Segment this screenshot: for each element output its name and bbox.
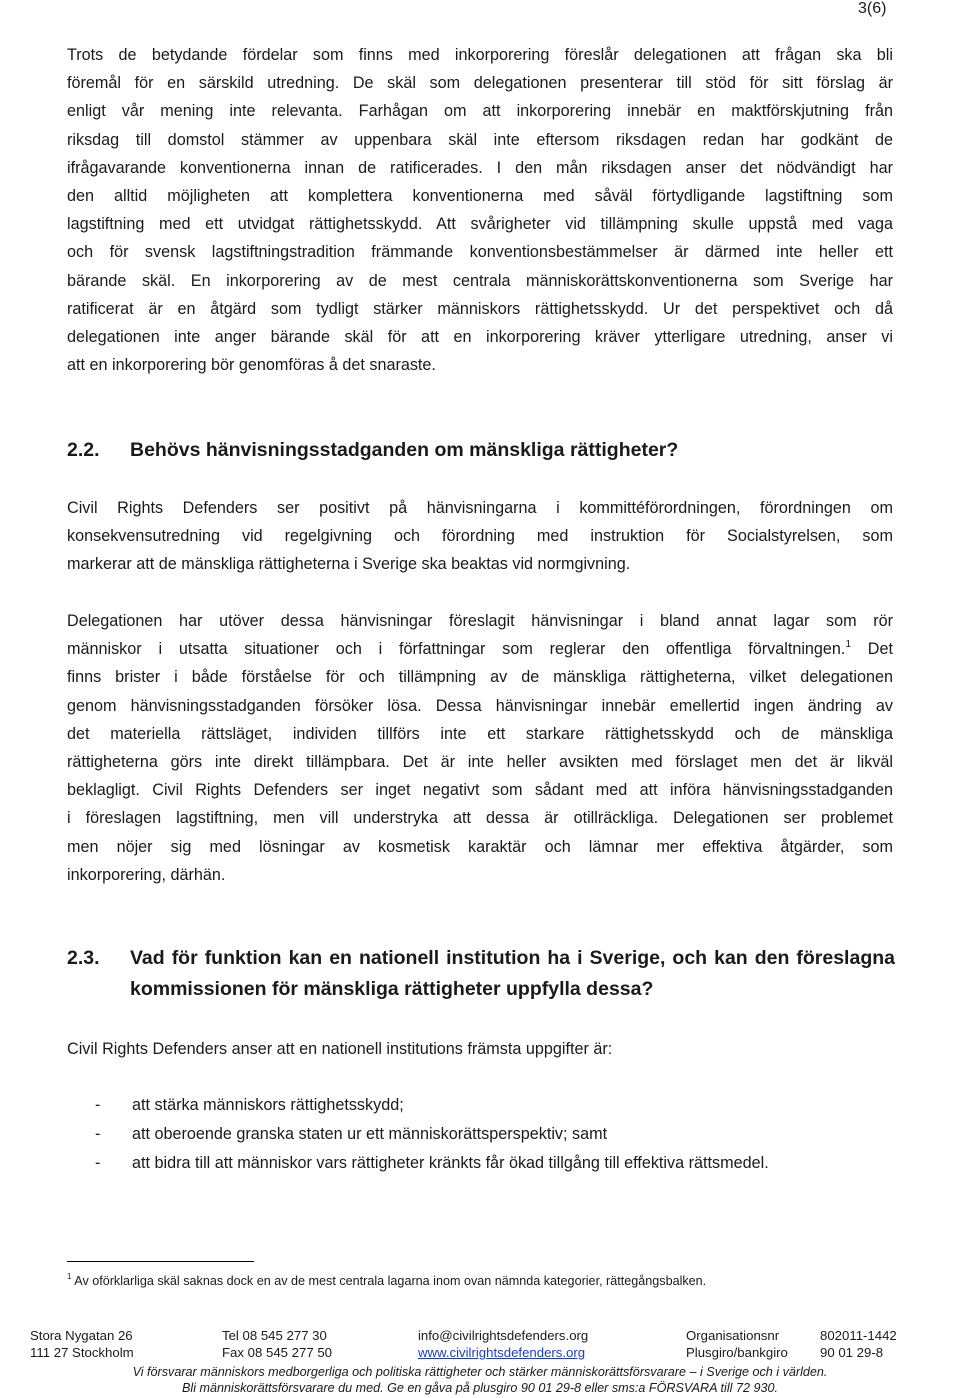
text-line: bärande skäl. En inkorporering av de mest centrala människorättskonventionerna som Sverige har xyxy=(67,271,893,290)
footer-org-label: Organisationsnr xyxy=(686,1328,780,1343)
text-fragment: Det xyxy=(851,640,893,659)
text-line: riksdag till domstol stämmer av uppenbara skäl inte eftersom riksdagen redan har godkänt de xyxy=(67,130,893,149)
text-line: Delegationen har utöver dessa hänvisningar föreslagit hänvisningar i bland annat lagar som rör xyxy=(67,612,893,630)
text-line: konsekvensutredning vid regelgivning och förordning med instruktion för Socialstyrelsen, som xyxy=(67,527,893,546)
section-title: Behövs hänvisningsstadganden om mänskliga rättigheter? xyxy=(130,439,679,461)
text-line: enligt vår mening inte relevanta. Farhågan om att inkorporering innebär en maktförskjutning från xyxy=(67,102,893,121)
text-line: inkorporering, därhän. xyxy=(67,865,226,884)
text-line: och för svensk lagstiftningstradition främmande konventionsbestämmelser är därmed inte heller ett xyxy=(67,243,893,262)
text-line: beklagligt. Civil Rights Defenders ser inget negativt som sådant med att införa hänvisningsstadganden xyxy=(67,781,893,800)
text-line: delegationen inte anger bärande skäl för att en inkorporering kräver ytterligare utredning, anser vi xyxy=(67,327,893,346)
text-line: Civil Rights Defenders anser att en nationell institutions främsta uppgifter är: xyxy=(67,1040,613,1058)
footer-website-link[interactable]: www.civilrightsdefenders.org xyxy=(418,1345,586,1360)
section-2-2-paragraph-1 xyxy=(67,494,893,579)
footer-labels xyxy=(686,1327,788,1361)
footer-tagline: Vi försvarar människors medborgerliga och politiska rättigheter och stärker människorättsförsvarare – i Sverige och i världen. xyxy=(132,1365,828,1379)
section-title-line: kommissionen för mänskliga rättigheter uppfylla dessa? xyxy=(130,978,654,1000)
footer-fax: Fax 08 545 277 50 xyxy=(222,1345,332,1360)
bullet-marker: - xyxy=(95,1096,101,1114)
section-2-3-intro xyxy=(67,1035,893,1063)
text-line: Trots de betydande fördelar som finns med inkorporering föreslår delegationen att frågan ska bli xyxy=(67,46,893,64)
footer-phone xyxy=(222,1327,332,1361)
text-line: Civil Rights Defenders ser positivt på hänvisningarna i kommittéförordningen, förordningen om xyxy=(67,499,893,517)
footer-email[interactable]: info@civilrightsdefenders.org xyxy=(418,1328,589,1343)
footer-tel: Tel 08 545 277 30 xyxy=(222,1328,327,1343)
bullet-marker: - xyxy=(95,1153,101,1172)
footer-giro-number: 90 01 29-8 xyxy=(820,1345,884,1360)
text-line: den alltid möjligheten att komplettera konventionerna med såväl förtydligande lagstiftning som xyxy=(67,186,893,205)
list-item-text: att oberoende granska staten ur ett människorättsperspektiv; samt xyxy=(132,1124,608,1143)
text-line: att en inkorporering bör genomföras å det snaraste. xyxy=(67,356,436,375)
footnote-number: 1 xyxy=(67,1272,72,1281)
text-line: det materiella rättsläget, individen tillförs inte ett starkare rättighetsskydd och de mänskliga xyxy=(67,724,893,743)
footer-giro-label: Plusgiro/bankgiro xyxy=(686,1345,788,1360)
text-fragment: människor i utsatta situationer och i författningar som reglerar den offentliga förvaltningen. xyxy=(67,640,846,659)
section-number: 2.3. xyxy=(67,947,100,969)
footnote-reference[interactable]: 1 xyxy=(845,639,851,651)
text-line: ifrågavarande konventionerna innan de ratificerades. I den mån riksdagen anser det nödvändigt har xyxy=(67,158,893,177)
bullet-marker: - xyxy=(95,1124,101,1143)
text-line xyxy=(67,635,893,663)
section-2-2-paragraph-2 xyxy=(67,607,893,889)
list-item-text: att bidra till att människor vars rättigheter kränkts får ökad tillgång till effektiva rättsmedel. xyxy=(132,1153,769,1172)
text-line: markerar att de mänskliga rättigheterna i Sverige ska beaktas vid normgivning. xyxy=(67,555,631,574)
footnote-text: Av oförklarliga skäl saknas dock en av de mest centrala lagarna inom ovan nämnda kategorier, rättegångsbalken. xyxy=(74,1274,707,1288)
footnote xyxy=(67,1274,706,1288)
text-line: finns brister i både förståelse för och tillämpning av de mänskliga rättigheterna, vilket delegationen xyxy=(67,668,893,687)
footnote-divider xyxy=(67,1261,254,1262)
text-line: ratificerat är en åtgärd som tydligt stärker människors rättighetsskydd. Ur det perspektivet och då xyxy=(67,299,893,318)
list-item-text: att stärka människors rättighetsskydd; xyxy=(132,1096,404,1114)
text-line: men nöjer sig med lösningar av kosmetisk karaktär och lämnar mer effektiva åtgärder, som xyxy=(67,837,893,856)
intro-paragraph xyxy=(67,41,893,379)
footer-org-number: 802011-1442 xyxy=(820,1328,897,1343)
section-number: 2.2. xyxy=(67,439,100,461)
footer-cta: Bli människorättsförsvarare du med. Ge en gåva på plusgiro 90 01 29-8 eller sms:a FÖRSVARA till 72 930. xyxy=(182,1381,778,1395)
text-line: genom hänvisningsstadganden försöker lösa. Dessa hänvisningar innebär emellertid ingen ändring av xyxy=(67,696,893,715)
footer-numbers xyxy=(820,1327,897,1361)
footer-street: Stora Nygatan 26 xyxy=(30,1328,133,1343)
text-line: rättigheterna görs inte direkt tillämpbara. Det är inte heller avsikten med förslaget men det är likväl xyxy=(67,752,893,771)
footer-city: 111 27 Stockholm xyxy=(30,1345,134,1360)
text-line: lagstiftning med ett utvidgat rättighetsskydd. Att svårigheter vid tillämpning skulle uppstå med vaga xyxy=(67,215,893,234)
footer-contact xyxy=(418,1327,588,1361)
text-line: i föreslagen lagstiftning, men vill understryka att dessa är otillräckliga. Delegationen ser problemet xyxy=(67,809,893,828)
text-line: föremål för en särskild utredning. De skäl som delegationen presenterar till stöd för sitt förslag är xyxy=(67,74,893,93)
page-number: 3(6) xyxy=(858,0,887,17)
section-title-line: Vad för funktion kan en nationell institution ha i Sverige, och kan den föreslagna xyxy=(130,947,895,969)
footer-address xyxy=(30,1327,134,1361)
